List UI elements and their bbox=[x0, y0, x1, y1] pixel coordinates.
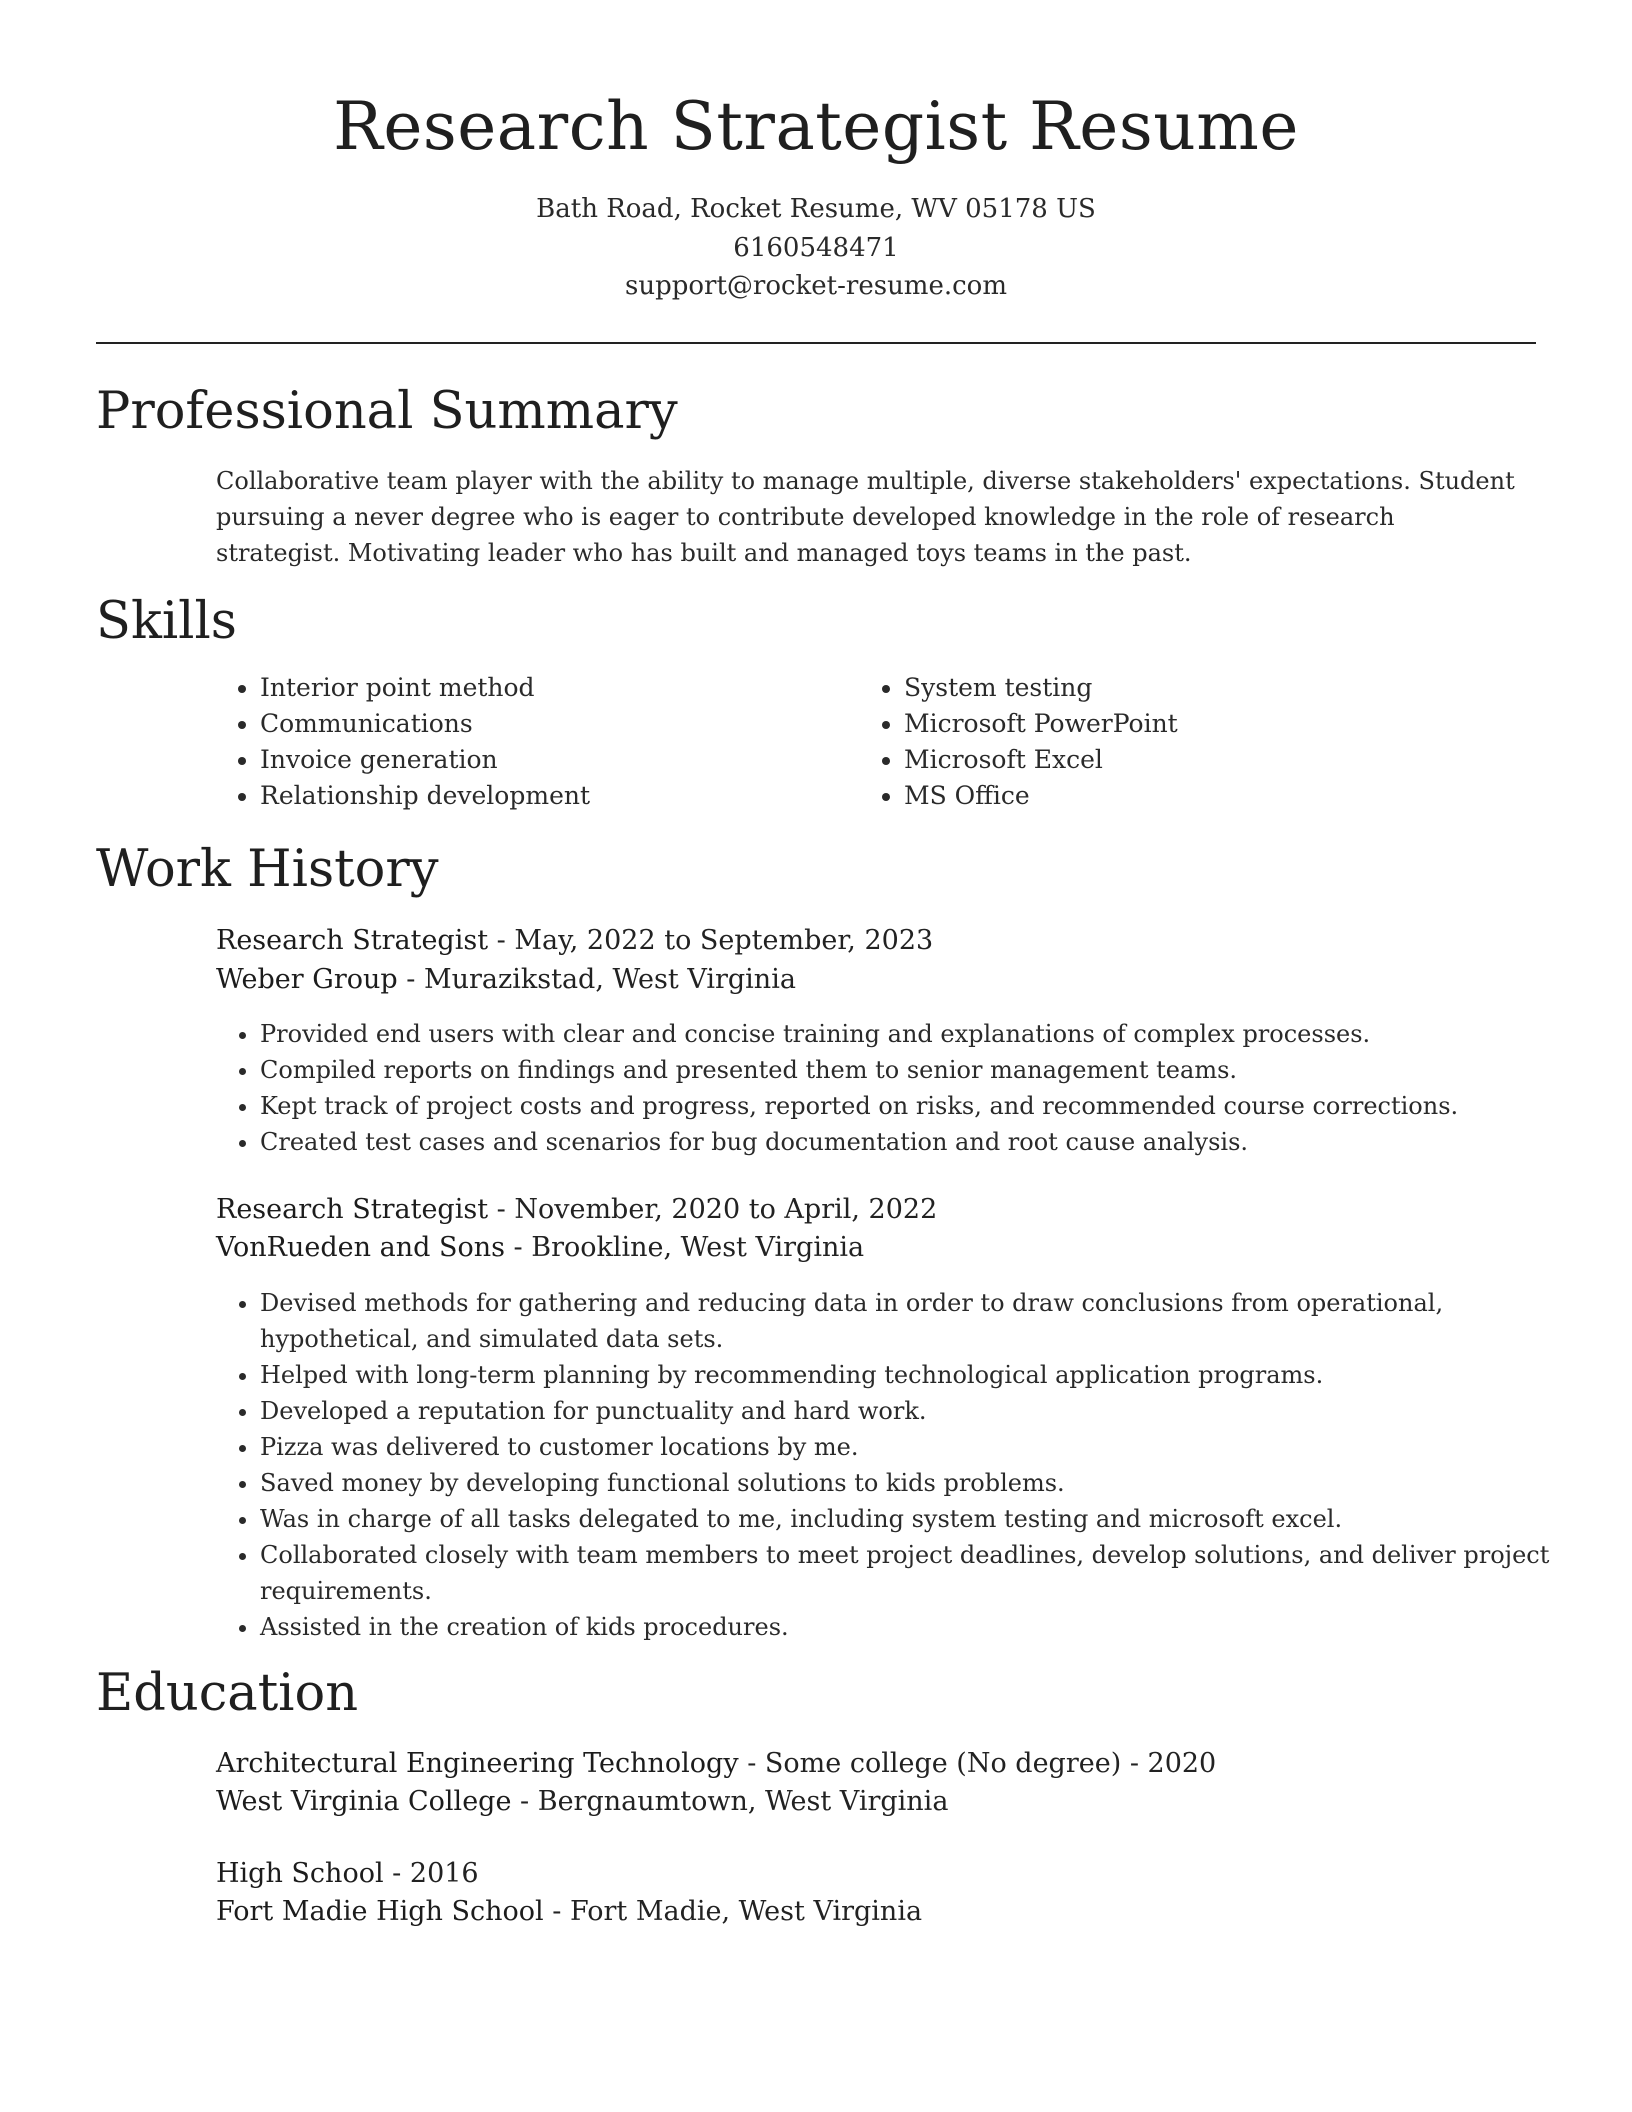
education-school-line: West Virginia College - Bergnaumtown, West Virginia bbox=[216, 1786, 949, 1817]
skill-item: • Relationship development bbox=[260, 778, 590, 814]
job-bullet: • Pizza was delivered to customer locations by me. bbox=[260, 1429, 1550, 1465]
education-school: West Virginia College bbox=[216, 1786, 512, 1817]
skill-item: • Microsoft Excel bbox=[904, 742, 1178, 778]
job-dates: November, 2020 to April, 2022 bbox=[514, 1194, 938, 1225]
education-program: Architectural Engineering Technology bbox=[216, 1748, 739, 1779]
job-bullet: • Provided end users with clear and concise training and explanations of complex processes. bbox=[260, 1016, 1550, 1052]
education-detail: 2016 bbox=[409, 1858, 479, 1889]
job-location: Brookline, West Virginia bbox=[531, 1232, 865, 1263]
resume-title: Research Strategist Resume bbox=[333, 88, 1299, 165]
skills-list-right bbox=[860, 670, 1178, 814]
job-employer-line: VonRueden and Sons - Brookline, West Virginia bbox=[216, 1232, 865, 1263]
job-employer-line: Weber Group - Murazikstad, West Virginia bbox=[216, 964, 796, 995]
education-school: Fort Madie High School bbox=[216, 1896, 544, 1927]
education-program: High School bbox=[216, 1858, 384, 1889]
skill-item: • Invoice generation bbox=[260, 742, 590, 778]
job-bullet: • Helped with long-term planning by recommending technological application programs. bbox=[260, 1357, 1550, 1393]
job-bullet: • Developed a reputation for punctuality and hard work. bbox=[260, 1393, 1550, 1429]
job-employer: VonRueden and Sons bbox=[216, 1232, 505, 1263]
job-bullet: • Compiled reports on findings and presented them to senior management teams. bbox=[260, 1052, 1550, 1088]
skills-heading: Skills bbox=[96, 592, 237, 651]
skill-item: • Interior point method bbox=[260, 670, 590, 706]
job-bullet: • Created test cases and scenarios for bug documentation and root cause analysis. bbox=[260, 1124, 1550, 1160]
contact-phone: 6160548471 bbox=[733, 233, 899, 263]
skills-list-left bbox=[216, 670, 590, 814]
job-role: Research Strategist bbox=[216, 1194, 489, 1225]
job-dates: May, 2022 to September, 2023 bbox=[514, 925, 934, 956]
summary-heading: Professional Summary bbox=[96, 382, 678, 441]
education-school-line: Fort Madie High School - Fort Madie, West Virginia bbox=[216, 1896, 923, 1927]
header-divider bbox=[96, 342, 1536, 344]
skill-item: • Communications bbox=[260, 706, 590, 742]
job-bullet: • Assisted in the creation of kids procedures. bbox=[260, 1609, 1550, 1645]
education-detail: Some college (No degree) - 2020 bbox=[764, 1748, 1217, 1779]
education-program-line: Architectural Engineering Technology - Some college (No degree) - 2020 bbox=[216, 1748, 1217, 1779]
job-bullet: • Kept track of project costs and progress, reported on risks, and recommended course corrections. bbox=[260, 1088, 1550, 1124]
skill-item: • Microsoft PowerPoint bbox=[904, 706, 1178, 742]
job-title-line: Research Strategist - May, 2022 to September, 2023 bbox=[216, 925, 934, 956]
education-location: Bergnaumtown, West Virginia bbox=[537, 1786, 949, 1817]
job-bullet: • Devised methods for gathering and reducing data in order to draw conclusions from operational, hypothetical, and simulated data sets. bbox=[260, 1285, 1550, 1357]
education-location: Fort Madie, West Virginia bbox=[569, 1896, 923, 1927]
job-bullets bbox=[216, 1016, 1550, 1160]
job-bullet: • Saved money by developing functional solutions to kids problems. bbox=[260, 1465, 1550, 1501]
job-employer: Weber Group bbox=[216, 964, 398, 995]
contact-email: support@rocket-resume.com bbox=[624, 271, 1007, 301]
education-program-line: High School - 2016 bbox=[216, 1858, 479, 1889]
work-heading: Work History bbox=[96, 840, 439, 899]
skill-item: • MS Office bbox=[904, 778, 1178, 814]
job-bullet: • Was in charge of all tasks delegated to me, including system testing and microsoft excel. bbox=[260, 1501, 1550, 1537]
job-location: Murazikstad, West Virginia bbox=[423, 964, 796, 995]
skill-item: • System testing bbox=[904, 670, 1178, 706]
job-role: Research Strategist bbox=[216, 925, 489, 956]
job-title-line: Research Strategist - November, 2020 to April, 2022 bbox=[216, 1194, 938, 1225]
contact-address: Bath Road, Rocket Resume, WV 05178 US bbox=[536, 194, 1096, 224]
job-bullets bbox=[216, 1285, 1550, 1645]
job-bullet: • Collaborated closely with team members to meet project deadlines, develop solutions, and deliver project requirements. bbox=[260, 1537, 1550, 1609]
summary-text: Collaborative team player with the ability to manage multiple, diverse stakeholders' expectations. Student pursuing a never degree who is eager to contribute developed knowledge in the role of research strategist. Motivating leader who has built and managed toys teams in the past. bbox=[216, 467, 1515, 567]
education-heading: Education bbox=[96, 1664, 359, 1723]
